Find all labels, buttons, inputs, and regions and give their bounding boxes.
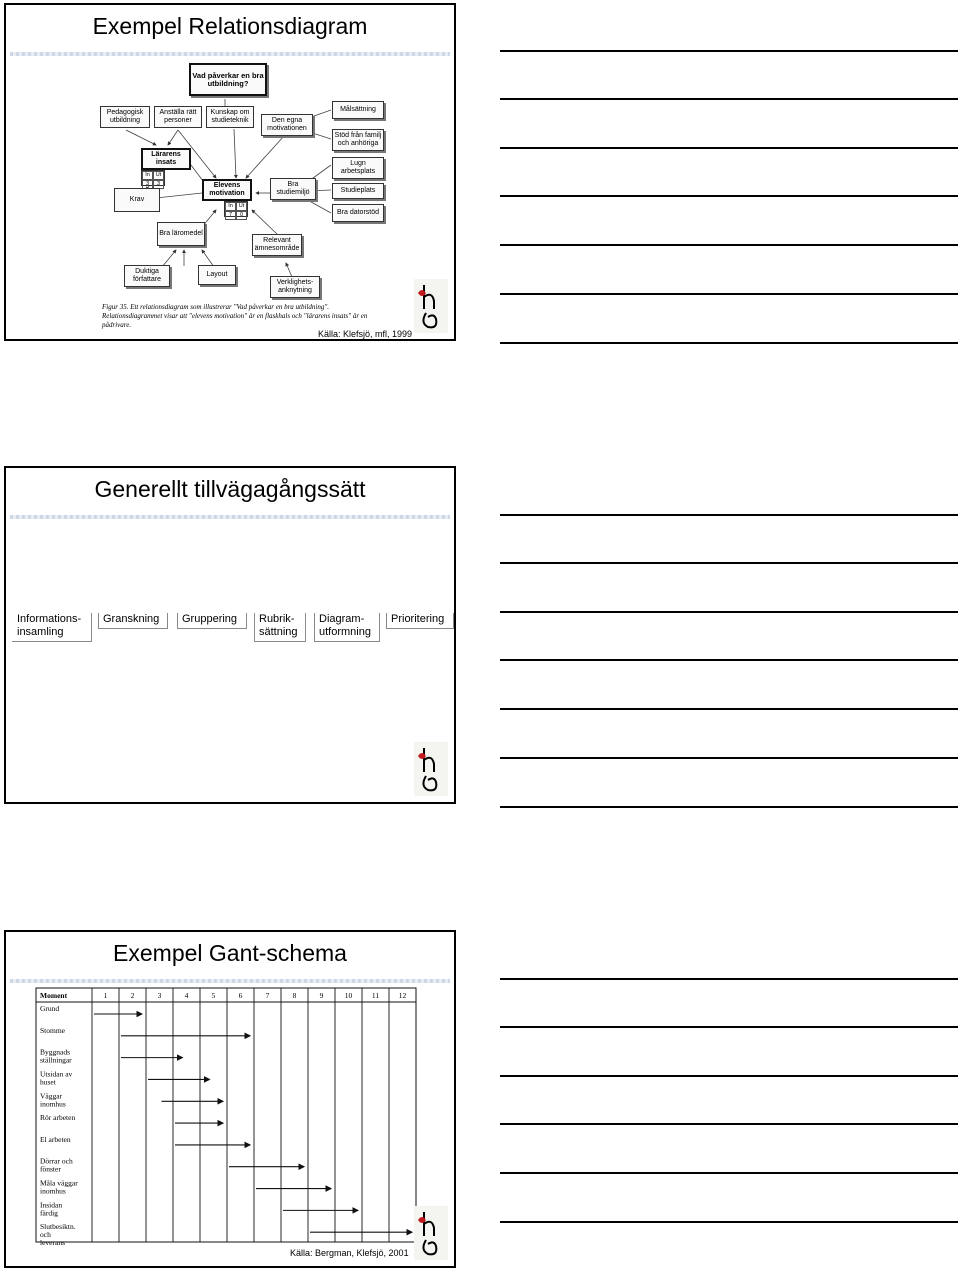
note-line bbox=[500, 50, 958, 52]
relation-arrows bbox=[6, 5, 456, 341]
note-line bbox=[500, 244, 958, 246]
gantt-task-label: inomhus bbox=[40, 1186, 66, 1196]
process-step-label: Rubrik- sättning bbox=[259, 613, 298, 638]
source-note: Källa: Klefsjö, mfl, 1999 bbox=[318, 329, 413, 339]
mini-ut-label: Ut bbox=[153, 171, 164, 180]
box-malsattning: Målsättning bbox=[332, 101, 384, 119]
box-anstalla: Anställa rätt personer bbox=[154, 106, 202, 128]
gantt-period-label: 11 bbox=[371, 991, 380, 1000]
gantt-task-label: Slutbesiktn. bbox=[40, 1222, 76, 1232]
gantt-period-label: 5 bbox=[211, 991, 216, 1000]
process-step-label: Gruppering bbox=[182, 613, 238, 625]
box-relevant: Relevant ämnesområde bbox=[252, 234, 302, 256]
process-step-label: Informations- insamling bbox=[17, 613, 82, 638]
process-step-label: Diagram- utformning bbox=[319, 613, 371, 638]
mini-in-label: In bbox=[142, 171, 153, 180]
gantt-period-label: 10 bbox=[344, 991, 353, 1000]
note-line bbox=[500, 195, 958, 197]
gantt-task-label: och bbox=[40, 1230, 51, 1240]
box-laromedel: Bra läromedel bbox=[157, 222, 205, 246]
gantt-task-label: ställningar bbox=[40, 1055, 72, 1065]
gantt-task-label: Rör arbeten bbox=[40, 1113, 76, 1123]
hogskola-logo-icon bbox=[414, 1206, 448, 1260]
mini-ut-label: Ut bbox=[236, 202, 247, 211]
box-stod: Stöd från familj och anhöriga bbox=[332, 129, 384, 151]
gantt-period-label: 9 bbox=[319, 991, 324, 1000]
process-step-2 bbox=[98, 613, 168, 626]
box-egna: Den egna motivationen bbox=[261, 114, 313, 136]
box-datorstod: Bra datorstöd bbox=[332, 204, 384, 222]
process-step-label: Prioritering bbox=[391, 613, 445, 625]
figure-caption: Figur 35. Ett relationsdiagram som illustrerar "Vad påverkar en bra utbildning". Relationsdiagrammet visar att "elevens motivation" är en flaskhals och "lärarens insats" är en pådrivare. bbox=[102, 303, 368, 329]
box-layout: Layout bbox=[198, 265, 236, 285]
gantt-period-label: 12 bbox=[398, 991, 407, 1000]
process-step-1 bbox=[12, 613, 92, 639]
slide-gantt bbox=[4, 930, 456, 1268]
gantt-task-label: Insidan bbox=[40, 1200, 63, 1210]
hogskola-logo-icon bbox=[414, 279, 448, 333]
inout-table-elevens bbox=[224, 201, 248, 217]
source-note: Källa: Bergman, Klefsjö, 2001 bbox=[290, 1248, 409, 1258]
gantt-task-label: huset bbox=[40, 1077, 56, 1087]
gantt-frame bbox=[36, 988, 416, 1242]
slide-tillvagagangssatt bbox=[4, 466, 456, 804]
gantt-header-label: Moment bbox=[40, 991, 68, 1000]
process-step-4 bbox=[254, 613, 306, 639]
mini-ut-value: 0 bbox=[236, 211, 247, 220]
box-krav: Krav bbox=[114, 188, 160, 212]
note-line bbox=[500, 1123, 958, 1125]
inout-table-lararens bbox=[141, 170, 165, 186]
mini-ut-value: 3 bbox=[153, 180, 164, 189]
box-verklighets: Verklighets- anknytning bbox=[270, 276, 320, 298]
note-line bbox=[500, 806, 958, 808]
slide-title: Exempel Relationsdiagram bbox=[92, 13, 368, 39]
gantt-chart bbox=[6, 932, 456, 1268]
box-lugn: Lugn arbetsplats bbox=[332, 157, 384, 179]
box-lararens: Lärarens insats bbox=[141, 148, 191, 170]
box-studieplats: Studieplats bbox=[332, 183, 384, 199]
gantt-task-label: Byggnads bbox=[40, 1047, 70, 1057]
box-studiemiljo: Bra studiemiljö bbox=[270, 178, 316, 200]
gantt-task-label: El arbeten bbox=[40, 1134, 71, 1144]
gantt-task-label: Väggar bbox=[40, 1091, 63, 1101]
note-line bbox=[500, 98, 958, 100]
note-line bbox=[500, 562, 958, 564]
note-line bbox=[500, 293, 958, 295]
box-duktiga: Duktiga författare bbox=[124, 265, 170, 287]
gantt-task-label: Stomme bbox=[40, 1025, 66, 1035]
box-pedagogisk: Pedagogisk utbildning bbox=[100, 106, 150, 128]
note-line bbox=[500, 659, 958, 661]
mini-in-label: In bbox=[225, 202, 236, 211]
gantt-period-label: 4 bbox=[184, 991, 189, 1000]
gantt-task-label: inomhus bbox=[40, 1099, 66, 1109]
note-line bbox=[500, 757, 958, 759]
box-elevens: Elevens motivation bbox=[202, 179, 252, 201]
mini-in-value: 7 bbox=[225, 211, 236, 220]
note-line bbox=[500, 1221, 958, 1223]
note-line bbox=[500, 708, 958, 710]
title-divider bbox=[10, 515, 450, 519]
process-step-3 bbox=[177, 613, 247, 626]
note-line bbox=[500, 978, 958, 980]
process-step-6 bbox=[386, 613, 454, 626]
note-line bbox=[500, 1172, 958, 1174]
note-line bbox=[500, 147, 958, 149]
gantt-period-label: 6 bbox=[238, 991, 243, 1000]
gantt-task-label: Måla väggar bbox=[40, 1178, 78, 1188]
gantt-task-label: fönster bbox=[40, 1164, 61, 1174]
gantt-period-label: 1 bbox=[103, 991, 108, 1000]
process-step-label: Granskning bbox=[103, 613, 160, 625]
gantt-task-label: Dörrar och bbox=[40, 1156, 73, 1166]
slide-relationsdiagram bbox=[4, 3, 456, 341]
gantt-task-label: färdig bbox=[40, 1208, 58, 1218]
gantt-task-label: leverans bbox=[40, 1238, 65, 1248]
gantt-period-label: 8 bbox=[292, 991, 297, 1000]
box-top: Vad påverkar en bra utbildning? bbox=[189, 63, 267, 96]
gantt-task-label: Grund bbox=[40, 1004, 60, 1013]
note-line bbox=[500, 1026, 958, 1028]
note-line bbox=[500, 611, 958, 613]
note-line bbox=[500, 342, 958, 344]
gantt-period-label: 3 bbox=[157, 991, 162, 1000]
slide-title: Exempel Gant-schema bbox=[113, 940, 347, 966]
gantt-period-label: 2 bbox=[130, 991, 135, 1000]
gantt-task-label: Utsidan av bbox=[40, 1069, 73, 1079]
slide-title: Generellt tillvägagångssätt bbox=[94, 476, 366, 502]
gantt-period-label: 7 bbox=[265, 991, 270, 1000]
mini-in-value: 3 bbox=[142, 180, 153, 189]
note-line bbox=[500, 514, 958, 516]
hogskola-logo-icon bbox=[414, 742, 448, 796]
box-kunskap: Kunskap om studieteknik bbox=[206, 106, 254, 128]
note-line bbox=[500, 1075, 958, 1077]
process-step-5 bbox=[314, 613, 380, 639]
